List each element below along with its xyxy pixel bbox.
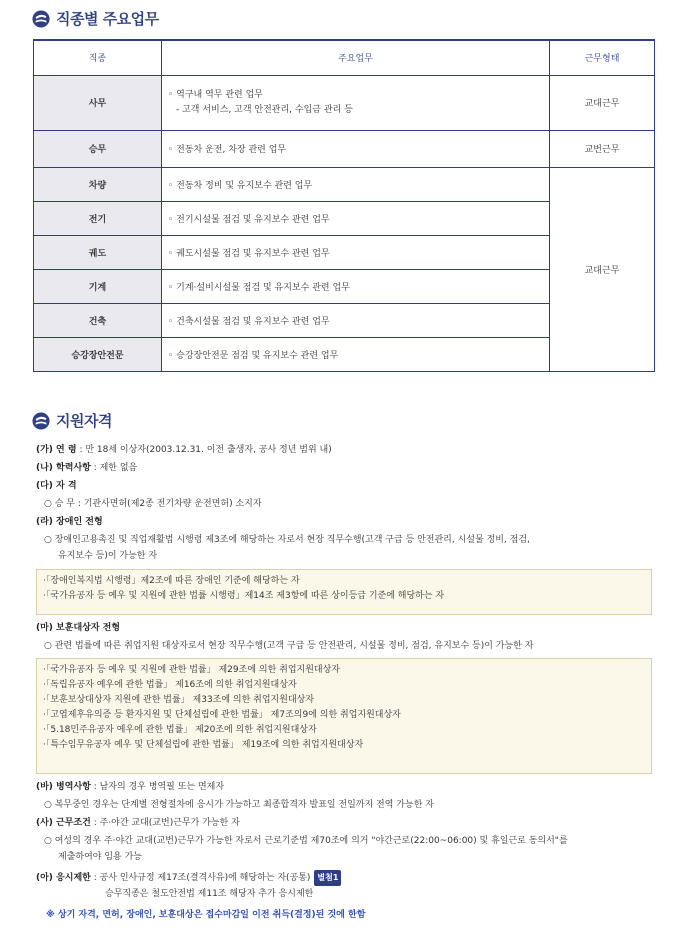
duty-cell: ◦ 승강장안전문 점검 및 유지보수 관련 업무 <box>162 337 550 371</box>
duty-cell: ◦ 전동차 운전, 차장 관련 업무 <box>162 130 550 167</box>
section-title-duties <box>32 8 159 29</box>
duty-cell: ◦ 전기시설물 점검 및 유지보수 관련 업무 <box>162 201 550 235</box>
qualification-note: ※ 상기 자격, 면허, 장애인, 보훈대상은 접수마감일 이전 취득(결정)된 것에 한함 <box>46 910 366 920</box>
job-cell: 건축 <box>34 303 162 337</box>
work-form-cell: 교번근무 <box>550 130 655 167</box>
qual-veteran-sub: ○ 관련 법률에 따른 취업지원 대상자로서 현장 직무수행(고객 구급 등 안전관리, 시설물 정비, 점검, 유지보수 등)이 가능한 자 <box>44 641 534 651</box>
qual-work-condition: (사) 근무조건 : 주·야간 교대(교번)근무가 가능한 자 <box>36 818 240 828</box>
list-item: ·「독립유공자 예우에 관한 법률」 제16조에 의한 취업지원대상자 <box>43 680 297 690</box>
qual-age: (가) 연 령 : 만 18세 이상자(2003.12.31. 이전 출생자, 공사 정년 범위 내) <box>36 445 332 455</box>
section-title-text: 직종별 주요업무 <box>56 10 159 28</box>
job-cell: 승강장안전문 <box>34 337 162 371</box>
duty-cell: ◦ 기계·설비시설물 점검 및 유지보수 관련 업무 <box>162 269 550 303</box>
table-row <box>34 75 655 130</box>
qual-license: (다) 자 격 <box>36 481 77 491</box>
work-form-cell: 교대근무 <box>550 167 655 371</box>
list-item: ·「국가유공자 등 예우 및 지원에 관한 법률 시행령」제14조 제3항에 따른 상이등급 기준에 해당하는 자 <box>43 591 445 601</box>
qual-license-sub: ○ 승 무 : 기관사면허(제2종 전기차량 운전면허) 소지자 <box>44 499 262 509</box>
section-title-qualifications <box>32 410 112 431</box>
work-form-cell: 교대근무 <box>550 75 655 130</box>
table-row <box>34 167 655 201</box>
list-item: ·「보훈보상대상자 지원에 관한 법률」 제33조에 의한 취업지원대상자 <box>43 695 315 705</box>
job-cell: 차량 <box>34 167 162 201</box>
qual-military-sub: ○ 복무중인 경우는 단계별 전형절차에 응시가 가능하고 최종합격자 발표일 전일까지 전역 가능한 자 <box>44 800 434 810</box>
qual-restriction-sub: 승무직종은 철도안전법 제11조 해당자 추가 응시제한 <box>105 889 314 899</box>
list-item: ·「장애인복지법 시행령」제2조에 따른 장애인 기준에 해당하는 자 <box>43 576 300 586</box>
job-cell: 사무 <box>34 75 162 130</box>
disabled-criteria-box <box>36 569 652 615</box>
duty-line: - 고객 서비스, 고객 안전관리, 수입금 관리 등 <box>176 104 353 115</box>
job-cell: 기계 <box>34 269 162 303</box>
attachment-badge: 별첨1 <box>314 870 341 886</box>
duty-cell: ◦ 건축시설물 점검 및 유지보수 관련 업무 <box>162 303 550 337</box>
qual-veteran: (마) 보훈대상자 전형 <box>36 623 121 633</box>
duty-line: ◦ 역구내 역무 관련 업무 <box>168 89 263 100</box>
job-cell: 전기 <box>34 201 162 235</box>
company-logo-icon <box>32 10 50 28</box>
table-row <box>34 130 655 167</box>
qual-disabled-sub: ○ 장애인고용촉진 및 직업재활법 시행령 제3조에 해당하는 자로서 현장 직무수행(고객 구급 등 안전관리, 시설물 정비, 점검, <box>44 535 530 545</box>
section-title-text: 지원자격 <box>56 412 112 430</box>
list-item: ·「특수임무유공자 예우 및 단체설립에 관한 법률」 제19조에 의한 취업지원대상자 <box>43 740 364 750</box>
qual-disabled-sub-cont: 유지보수 등)이 가능한 자 <box>58 551 158 561</box>
company-logo-icon <box>32 412 50 430</box>
job-cell: 궤도 <box>34 235 162 269</box>
list-item: ·「고엽제후유의증 등 환자지원 및 단체설립에 관한 법률」 제7조의9에 의한 취업지원대상자 <box>43 710 401 720</box>
header-duty: 주요업무 <box>162 40 550 75</box>
header-job: 직종 <box>34 40 162 75</box>
job-cell: 승무 <box>34 130 162 167</box>
qual-education: (나) 학력사항 : 제한 없음 <box>36 463 138 473</box>
qual-restriction: (아) 응시제한 : 공사 인사규정 제17조(결격사유)에 해당하는 자(공통) 별첨1 <box>36 870 646 886</box>
duty-cell <box>162 75 550 130</box>
list-item: ·「5.18민주유공자 예우에 관한 법률」 제20조에 의한 취업지원대상자 <box>43 725 317 735</box>
list-item: ·「국가유공자 등 예우 및 지원에 관한 법률」 제29조에 의한 취업지원대상자 <box>43 665 340 675</box>
duty-table <box>33 39 655 372</box>
veteran-criteria-box <box>36 658 652 774</box>
duty-cell: ◦ 궤도시설물 점검 및 유지보수 관련 업무 <box>162 235 550 269</box>
duty-cell: ◦ 전동차 정비 및 유지보수 관련 업무 <box>162 167 550 201</box>
qual-military: (바) 병역사항 : 남자의 경우 병역필 또는 면제자 <box>36 782 225 792</box>
qual-work-condition-sub-cont: 제출하여야 임용 가능 <box>58 852 142 862</box>
qual-disabled: (라) 장애인 전형 <box>36 517 103 527</box>
header-work: 근무형태 <box>550 40 655 75</box>
qual-work-condition-sub: ○ 여성의 경우 주·야간 교대(교번)근무가 가능한 자로서 근로기준법 제70조에 의거 "야간근로(22:00~06:00) 및 휴일근로 동의서"를 <box>44 836 568 846</box>
